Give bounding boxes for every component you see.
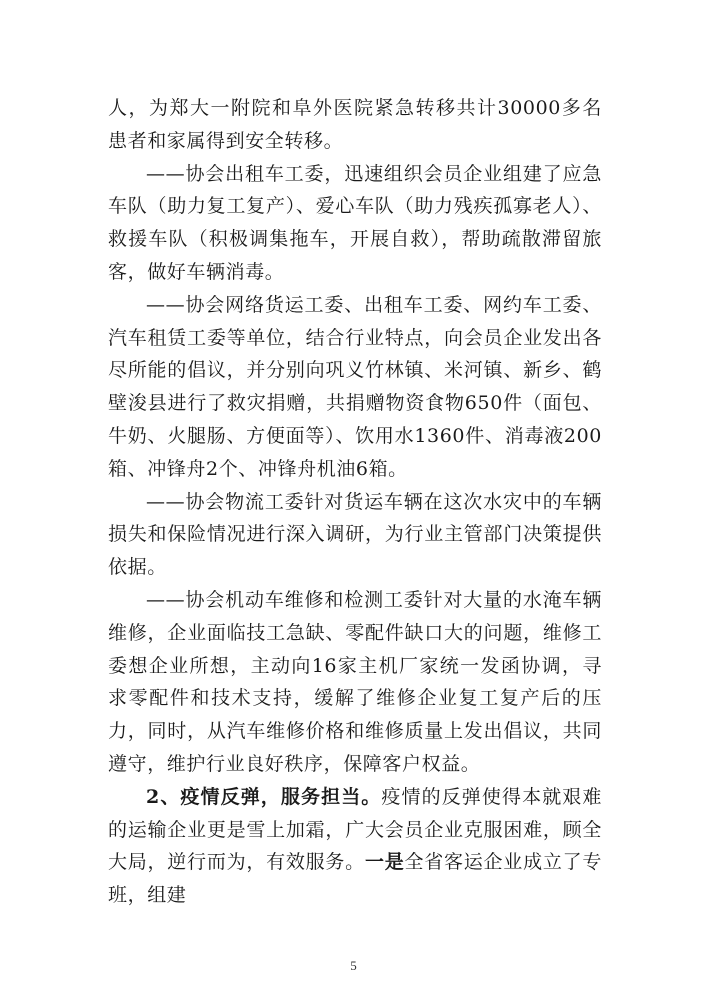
- paragraph: [108, 781, 602, 912]
- paragraph-text: 疫情的反弹使得本就艰难的运输企业更是雪上加霜，广大会员企业克服困难，顾全大局，逆行而为，有效服务。: [108, 785, 602, 874]
- paragraph: ——协会出租车工委，迅速组织会员企业组建了应急车队（助力复工复产）、爱心车队（助力残疾孤寡老人）、救援车队（积极调集拖车，开展自救），帮助疏散滞留旅客，做好车辆消毒。: [108, 162, 602, 283]
- lead-phrase: 一是: [364, 851, 405, 874]
- paragraph: ——协会物流工委针对货运车辆在这次水灾中的车辆损失和保险情况进行深入调研，为行业主管部门决策提供依据。: [108, 490, 602, 579]
- section-heading: 2、疫情反弹，服务担当。: [146, 785, 382, 808]
- paragraph: ——协会网络货运工委、出租车工委、网约车工委、汽车租赁工委等单位，结合行业特点，向会员企业发出各尽所能的倡议，并分别向巩义竹林镇、米河镇、新乡、鹤壁浚县进行了救灾捐赠，共捐赠物资食物650件（面包、牛奶、火腿肠、方便面等）、饮用水1360件、消毒液200箱、冲锋舟2个、冲锋舟机油6箱。: [108, 293, 602, 480]
- paragraph-text: 全省客运企业成立了专班，组建: [108, 851, 602, 907]
- paragraph: 人，为郑大一附院和阜外医院紧急转移共计30000多名患者和家属得到安全转移。: [108, 97, 602, 152]
- body-text: [108, 92, 602, 912]
- paragraph: ——协会机动车维修和检测工委针对大量的水淹车辆维修，企业面临技工急缺、零配件缺口大的问题，维修工委想企业所想，主动向16家主机厂家统一发函协调，寻求零配件和技术支持，缓解了维修企业复工复产后的压力，同时，从汽车维修价格和维修质量上发出倡议，共同遵守，维护行业良好秩序，保障客户权益。: [108, 588, 602, 775]
- page-number: 5: [350, 958, 357, 973]
